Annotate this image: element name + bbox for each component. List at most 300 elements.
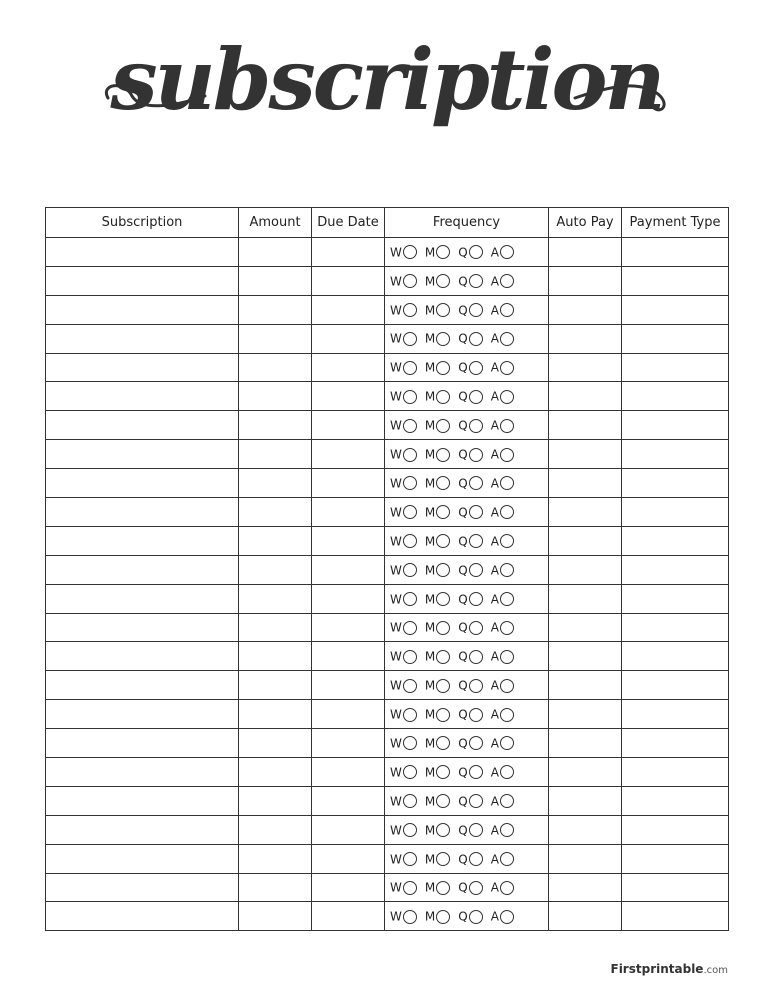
radio-circle-icon[interactable] — [436, 505, 450, 519]
radio-circle-icon[interactable] — [469, 621, 483, 635]
due-date-cell[interactable] — [312, 469, 385, 498]
frequency-option[interactable] — [425, 447, 450, 462]
auto-pay-cell[interactable] — [549, 700, 622, 729]
radio-circle-icon[interactable] — [469, 448, 483, 462]
due-date-cell[interactable] — [312, 555, 385, 584]
frequency-option[interactable] — [458, 505, 482, 520]
radio-circle-icon[interactable] — [500, 736, 514, 750]
frequency-option[interactable] — [425, 245, 450, 260]
radio-circle-icon[interactable] — [469, 679, 483, 693]
subscription-cell[interactable] — [46, 411, 239, 440]
subscription-cell[interactable] — [46, 584, 239, 613]
radio-circle-icon[interactable] — [436, 621, 450, 635]
payment-type-cell[interactable] — [622, 266, 729, 295]
radio-circle-icon[interactable] — [436, 448, 450, 462]
radio-circle-icon[interactable] — [436, 476, 450, 490]
frequency-option[interactable] — [425, 909, 450, 924]
radio-circle-icon[interactable] — [403, 823, 417, 837]
subscription-cell[interactable] — [46, 613, 239, 642]
auto-pay-cell[interactable] — [549, 729, 622, 758]
frequency-option[interactable] — [425, 331, 450, 346]
subscription-cell[interactable] — [46, 729, 239, 758]
frequency-option[interactable] — [390, 274, 417, 289]
radio-circle-icon[interactable] — [469, 910, 483, 924]
frequency-option[interactable] — [390, 880, 417, 895]
frequency-option[interactable] — [425, 736, 450, 751]
radio-circle-icon[interactable] — [500, 390, 514, 404]
frequency-option[interactable] — [458, 620, 482, 635]
radio-circle-icon[interactable] — [469, 534, 483, 548]
amount-cell[interactable] — [239, 700, 312, 729]
due-date-cell[interactable] — [312, 844, 385, 873]
radio-circle-icon[interactable] — [403, 534, 417, 548]
frequency-option[interactable] — [491, 620, 514, 635]
radio-circle-icon[interactable] — [403, 563, 417, 577]
subscription-cell[interactable] — [46, 295, 239, 324]
subscription-cell[interactable] — [46, 671, 239, 700]
payment-type-cell[interactable] — [622, 786, 729, 815]
auto-pay-cell[interactable] — [549, 671, 622, 700]
payment-type-cell[interactable] — [622, 382, 729, 411]
auto-pay-cell[interactable] — [549, 526, 622, 555]
auto-pay-cell[interactable] — [549, 815, 622, 844]
frequency-option[interactable] — [390, 447, 417, 462]
subscription-cell[interactable] — [46, 555, 239, 584]
frequency-option[interactable] — [390, 303, 417, 318]
radio-circle-icon[interactable] — [469, 303, 483, 317]
frequency-option[interactable] — [425, 620, 450, 635]
due-date-cell[interactable] — [312, 440, 385, 469]
radio-circle-icon[interactable] — [500, 881, 514, 895]
radio-circle-icon[interactable] — [469, 794, 483, 808]
due-date-cell[interactable] — [312, 729, 385, 758]
payment-type-cell[interactable] — [622, 729, 729, 758]
radio-circle-icon[interactable] — [469, 592, 483, 606]
radio-circle-icon[interactable] — [500, 361, 514, 375]
frequency-option[interactable] — [425, 880, 450, 895]
frequency-option[interactable] — [425, 418, 450, 433]
due-date-cell[interactable] — [312, 786, 385, 815]
radio-circle-icon[interactable] — [403, 765, 417, 779]
radio-circle-icon[interactable] — [469, 361, 483, 375]
auto-pay-cell[interactable] — [549, 844, 622, 873]
radio-circle-icon[interactable] — [469, 736, 483, 750]
subscription-cell[interactable] — [46, 786, 239, 815]
radio-circle-icon[interactable] — [436, 708, 450, 722]
radio-circle-icon[interactable] — [436, 679, 450, 693]
amount-cell[interactable] — [239, 786, 312, 815]
due-date-cell[interactable] — [312, 642, 385, 671]
subscription-cell[interactable] — [46, 440, 239, 469]
radio-circle-icon[interactable] — [500, 794, 514, 808]
radio-circle-icon[interactable] — [436, 881, 450, 895]
frequency-option[interactable] — [458, 245, 482, 260]
amount-cell[interactable] — [239, 729, 312, 758]
frequency-option[interactable] — [458, 389, 482, 404]
radio-circle-icon[interactable] — [500, 448, 514, 462]
radio-circle-icon[interactable] — [500, 910, 514, 924]
frequency-option[interactable] — [390, 852, 417, 867]
subscription-cell[interactable] — [46, 758, 239, 787]
payment-type-cell[interactable] — [622, 295, 729, 324]
frequency-option[interactable] — [458, 736, 482, 751]
due-date-cell[interactable] — [312, 411, 385, 440]
payment-type-cell[interactable] — [622, 238, 729, 267]
radio-circle-icon[interactable] — [469, 332, 483, 346]
subscription-cell[interactable] — [46, 469, 239, 498]
amount-cell[interactable] — [239, 266, 312, 295]
radio-circle-icon[interactable] — [500, 708, 514, 722]
due-date-cell[interactable] — [312, 815, 385, 844]
amount-cell[interactable] — [239, 815, 312, 844]
due-date-cell[interactable] — [312, 266, 385, 295]
auto-pay-cell[interactable] — [549, 295, 622, 324]
frequency-option[interactable] — [390, 794, 417, 809]
frequency-option[interactable] — [491, 736, 514, 751]
subscription-cell[interactable] — [46, 700, 239, 729]
frequency-option[interactable] — [390, 707, 417, 722]
subscription-cell[interactable] — [46, 353, 239, 382]
amount-cell[interactable] — [239, 324, 312, 353]
frequency-option[interactable] — [458, 592, 482, 607]
frequency-option[interactable] — [425, 592, 450, 607]
frequency-option[interactable] — [491, 852, 514, 867]
frequency-option[interactable] — [491, 389, 514, 404]
subscription-cell[interactable] — [46, 844, 239, 873]
radio-circle-icon[interactable] — [469, 708, 483, 722]
radio-circle-icon[interactable] — [403, 852, 417, 866]
auto-pay-cell[interactable] — [549, 555, 622, 584]
frequency-option[interactable] — [425, 505, 450, 520]
radio-circle-icon[interactable] — [403, 245, 417, 259]
frequency-option[interactable] — [458, 823, 482, 838]
frequency-option[interactable] — [390, 389, 417, 404]
radio-circle-icon[interactable] — [403, 881, 417, 895]
payment-type-cell[interactable] — [622, 469, 729, 498]
radio-circle-icon[interactable] — [500, 592, 514, 606]
due-date-cell[interactable] — [312, 613, 385, 642]
payment-type-cell[interactable] — [622, 758, 729, 787]
subscription-cell[interactable] — [46, 873, 239, 902]
frequency-option[interactable] — [390, 331, 417, 346]
due-date-cell[interactable] — [312, 382, 385, 411]
frequency-option[interactable] — [390, 649, 417, 664]
frequency-option[interactable] — [425, 823, 450, 838]
payment-type-cell[interactable] — [622, 498, 729, 527]
radio-circle-icon[interactable] — [403, 650, 417, 664]
radio-circle-icon[interactable] — [403, 448, 417, 462]
payment-type-cell[interactable] — [622, 324, 729, 353]
frequency-option[interactable] — [458, 794, 482, 809]
frequency-option[interactable] — [390, 505, 417, 520]
radio-circle-icon[interactable] — [403, 361, 417, 375]
radio-circle-icon[interactable] — [436, 794, 450, 808]
auto-pay-cell[interactable] — [549, 584, 622, 613]
frequency-option[interactable] — [390, 678, 417, 693]
amount-cell[interactable] — [239, 555, 312, 584]
radio-circle-icon[interactable] — [500, 679, 514, 693]
frequency-option[interactable] — [491, 823, 514, 838]
frequency-option[interactable] — [491, 245, 514, 260]
frequency-option[interactable] — [458, 418, 482, 433]
frequency-option[interactable] — [458, 274, 482, 289]
frequency-option[interactable] — [491, 505, 514, 520]
radio-circle-icon[interactable] — [436, 390, 450, 404]
radio-circle-icon[interactable] — [436, 534, 450, 548]
due-date-cell[interactable] — [312, 498, 385, 527]
auto-pay-cell[interactable] — [549, 873, 622, 902]
radio-circle-icon[interactable] — [403, 621, 417, 635]
payment-type-cell[interactable] — [622, 411, 729, 440]
frequency-option[interactable] — [425, 476, 450, 491]
auto-pay-cell[interactable] — [549, 758, 622, 787]
radio-circle-icon[interactable] — [403, 332, 417, 346]
frequency-option[interactable] — [390, 620, 417, 635]
auto-pay-cell[interactable] — [549, 411, 622, 440]
frequency-option[interactable] — [458, 563, 482, 578]
frequency-option[interactable] — [458, 331, 482, 346]
frequency-option[interactable] — [491, 331, 514, 346]
subscription-cell[interactable] — [46, 498, 239, 527]
frequency-option[interactable] — [425, 563, 450, 578]
due-date-cell[interactable] — [312, 873, 385, 902]
radio-circle-icon[interactable] — [500, 332, 514, 346]
radio-circle-icon[interactable] — [436, 274, 450, 288]
frequency-option[interactable] — [425, 389, 450, 404]
radio-circle-icon[interactable] — [403, 303, 417, 317]
radio-circle-icon[interactable] — [500, 534, 514, 548]
frequency-option[interactable] — [491, 534, 514, 549]
frequency-option[interactable] — [458, 678, 482, 693]
frequency-option[interactable] — [491, 476, 514, 491]
subscription-cell[interactable] — [46, 642, 239, 671]
due-date-cell[interactable] — [312, 238, 385, 267]
auto-pay-cell[interactable] — [549, 498, 622, 527]
amount-cell[interactable] — [239, 844, 312, 873]
frequency-option[interactable] — [458, 909, 482, 924]
radio-circle-icon[interactable] — [469, 419, 483, 433]
frequency-option[interactable] — [491, 678, 514, 693]
payment-type-cell[interactable] — [622, 902, 729, 931]
radio-circle-icon[interactable] — [403, 592, 417, 606]
payment-type-cell[interactable] — [622, 844, 729, 873]
amount-cell[interactable] — [239, 642, 312, 671]
radio-circle-icon[interactable] — [500, 505, 514, 519]
due-date-cell[interactable] — [312, 324, 385, 353]
frequency-option[interactable] — [390, 360, 417, 375]
auto-pay-cell[interactable] — [549, 440, 622, 469]
amount-cell[interactable] — [239, 295, 312, 324]
frequency-option[interactable] — [425, 360, 450, 375]
amount-cell[interactable] — [239, 498, 312, 527]
amount-cell[interactable] — [239, 873, 312, 902]
frequency-option[interactable] — [390, 563, 417, 578]
frequency-option[interactable] — [491, 274, 514, 289]
frequency-option[interactable] — [458, 476, 482, 491]
radio-circle-icon[interactable] — [500, 765, 514, 779]
radio-circle-icon[interactable] — [403, 274, 417, 288]
radio-circle-icon[interactable] — [436, 563, 450, 577]
radio-circle-icon[interactable] — [403, 794, 417, 808]
frequency-option[interactable] — [390, 245, 417, 260]
radio-circle-icon[interactable] — [500, 852, 514, 866]
frequency-option[interactable] — [425, 303, 450, 318]
radio-circle-icon[interactable] — [500, 245, 514, 259]
frequency-option[interactable] — [458, 360, 482, 375]
radio-circle-icon[interactable] — [500, 621, 514, 635]
frequency-option[interactable] — [458, 303, 482, 318]
frequency-option[interactable] — [491, 765, 514, 780]
subscription-cell[interactable] — [46, 238, 239, 267]
radio-circle-icon[interactable] — [436, 736, 450, 750]
subscription-cell[interactable] — [46, 382, 239, 411]
frequency-option[interactable] — [491, 303, 514, 318]
frequency-option[interactable] — [425, 274, 450, 289]
radio-circle-icon[interactable] — [469, 765, 483, 779]
frequency-option[interactable] — [458, 447, 482, 462]
radio-circle-icon[interactable] — [436, 419, 450, 433]
frequency-option[interactable] — [390, 909, 417, 924]
amount-cell[interactable] — [239, 411, 312, 440]
amount-cell[interactable] — [239, 584, 312, 613]
radio-circle-icon[interactable] — [469, 245, 483, 259]
radio-circle-icon[interactable] — [436, 765, 450, 779]
frequency-option[interactable] — [390, 592, 417, 607]
frequency-option[interactable] — [458, 649, 482, 664]
radio-circle-icon[interactable] — [469, 650, 483, 664]
frequency-option[interactable] — [491, 649, 514, 664]
radio-circle-icon[interactable] — [436, 592, 450, 606]
radio-circle-icon[interactable] — [436, 303, 450, 317]
radio-circle-icon[interactable] — [436, 823, 450, 837]
frequency-option[interactable] — [458, 707, 482, 722]
radio-circle-icon[interactable] — [469, 505, 483, 519]
radio-circle-icon[interactable] — [403, 708, 417, 722]
radio-circle-icon[interactable] — [436, 361, 450, 375]
due-date-cell[interactable] — [312, 700, 385, 729]
auto-pay-cell[interactable] — [549, 238, 622, 267]
frequency-option[interactable] — [458, 765, 482, 780]
radio-circle-icon[interactable] — [469, 852, 483, 866]
radio-circle-icon[interactable] — [403, 390, 417, 404]
due-date-cell[interactable] — [312, 758, 385, 787]
frequency-option[interactable] — [491, 418, 514, 433]
radio-circle-icon[interactable] — [403, 419, 417, 433]
subscription-cell[interactable] — [46, 266, 239, 295]
frequency-option[interactable] — [491, 592, 514, 607]
radio-circle-icon[interactable] — [436, 852, 450, 866]
auto-pay-cell[interactable] — [549, 469, 622, 498]
auto-pay-cell[interactable] — [549, 642, 622, 671]
radio-circle-icon[interactable] — [436, 332, 450, 346]
radio-circle-icon[interactable] — [403, 505, 417, 519]
radio-circle-icon[interactable] — [403, 476, 417, 490]
frequency-option[interactable] — [491, 563, 514, 578]
subscription-cell[interactable] — [46, 902, 239, 931]
auto-pay-cell[interactable] — [549, 613, 622, 642]
frequency-option[interactable] — [390, 823, 417, 838]
auto-pay-cell[interactable] — [549, 266, 622, 295]
amount-cell[interactable] — [239, 671, 312, 700]
due-date-cell[interactable] — [312, 902, 385, 931]
payment-type-cell[interactable] — [622, 815, 729, 844]
radio-circle-icon[interactable] — [436, 910, 450, 924]
auto-pay-cell[interactable] — [549, 324, 622, 353]
radio-circle-icon[interactable] — [436, 245, 450, 259]
payment-type-cell[interactable] — [622, 700, 729, 729]
frequency-option[interactable] — [390, 418, 417, 433]
radio-circle-icon[interactable] — [500, 419, 514, 433]
frequency-option[interactable] — [491, 707, 514, 722]
frequency-option[interactable] — [390, 765, 417, 780]
frequency-option[interactable] — [491, 360, 514, 375]
radio-circle-icon[interactable] — [469, 823, 483, 837]
amount-cell[interactable] — [239, 902, 312, 931]
payment-type-cell[interactable] — [622, 353, 729, 382]
frequency-option[interactable] — [425, 852, 450, 867]
radio-circle-icon[interactable] — [469, 390, 483, 404]
radio-circle-icon[interactable] — [403, 679, 417, 693]
payment-type-cell[interactable] — [622, 584, 729, 613]
due-date-cell[interactable] — [312, 295, 385, 324]
frequency-option[interactable] — [425, 765, 450, 780]
frequency-option[interactable] — [425, 794, 450, 809]
amount-cell[interactable] — [239, 440, 312, 469]
amount-cell[interactable] — [239, 469, 312, 498]
frequency-option[interactable] — [491, 909, 514, 924]
frequency-option[interactable] — [390, 476, 417, 491]
payment-type-cell[interactable] — [622, 642, 729, 671]
frequency-option[interactable] — [458, 852, 482, 867]
amount-cell[interactable] — [239, 758, 312, 787]
frequency-option[interactable] — [491, 880, 514, 895]
radio-circle-icon[interactable] — [469, 881, 483, 895]
payment-type-cell[interactable] — [622, 613, 729, 642]
due-date-cell[interactable] — [312, 671, 385, 700]
subscription-cell[interactable] — [46, 324, 239, 353]
due-date-cell[interactable] — [312, 526, 385, 555]
auto-pay-cell[interactable] — [549, 786, 622, 815]
frequency-option[interactable] — [491, 447, 514, 462]
radio-circle-icon[interactable] — [500, 303, 514, 317]
subscription-cell[interactable] — [46, 526, 239, 555]
radio-circle-icon[interactable] — [500, 274, 514, 288]
radio-circle-icon[interactable] — [500, 823, 514, 837]
due-date-cell[interactable] — [312, 584, 385, 613]
subscription-cell[interactable] — [46, 815, 239, 844]
radio-circle-icon[interactable] — [469, 563, 483, 577]
radio-circle-icon[interactable] — [500, 650, 514, 664]
frequency-option[interactable] — [390, 736, 417, 751]
payment-type-cell[interactable] — [622, 555, 729, 584]
payment-type-cell[interactable] — [622, 440, 729, 469]
auto-pay-cell[interactable] — [549, 353, 622, 382]
payment-type-cell[interactable] — [622, 526, 729, 555]
frequency-option[interactable] — [425, 678, 450, 693]
amount-cell[interactable] — [239, 613, 312, 642]
amount-cell[interactable] — [239, 238, 312, 267]
frequency-option[interactable] — [425, 534, 450, 549]
due-date-cell[interactable] — [312, 353, 385, 382]
radio-circle-icon[interactable] — [436, 650, 450, 664]
radio-circle-icon[interactable] — [403, 736, 417, 750]
frequency-option[interactable] — [458, 534, 482, 549]
frequency-option[interactable] — [425, 649, 450, 664]
frequency-option[interactable] — [491, 794, 514, 809]
payment-type-cell[interactable] — [622, 671, 729, 700]
auto-pay-cell[interactable] — [549, 902, 622, 931]
radio-circle-icon[interactable] — [403, 910, 417, 924]
